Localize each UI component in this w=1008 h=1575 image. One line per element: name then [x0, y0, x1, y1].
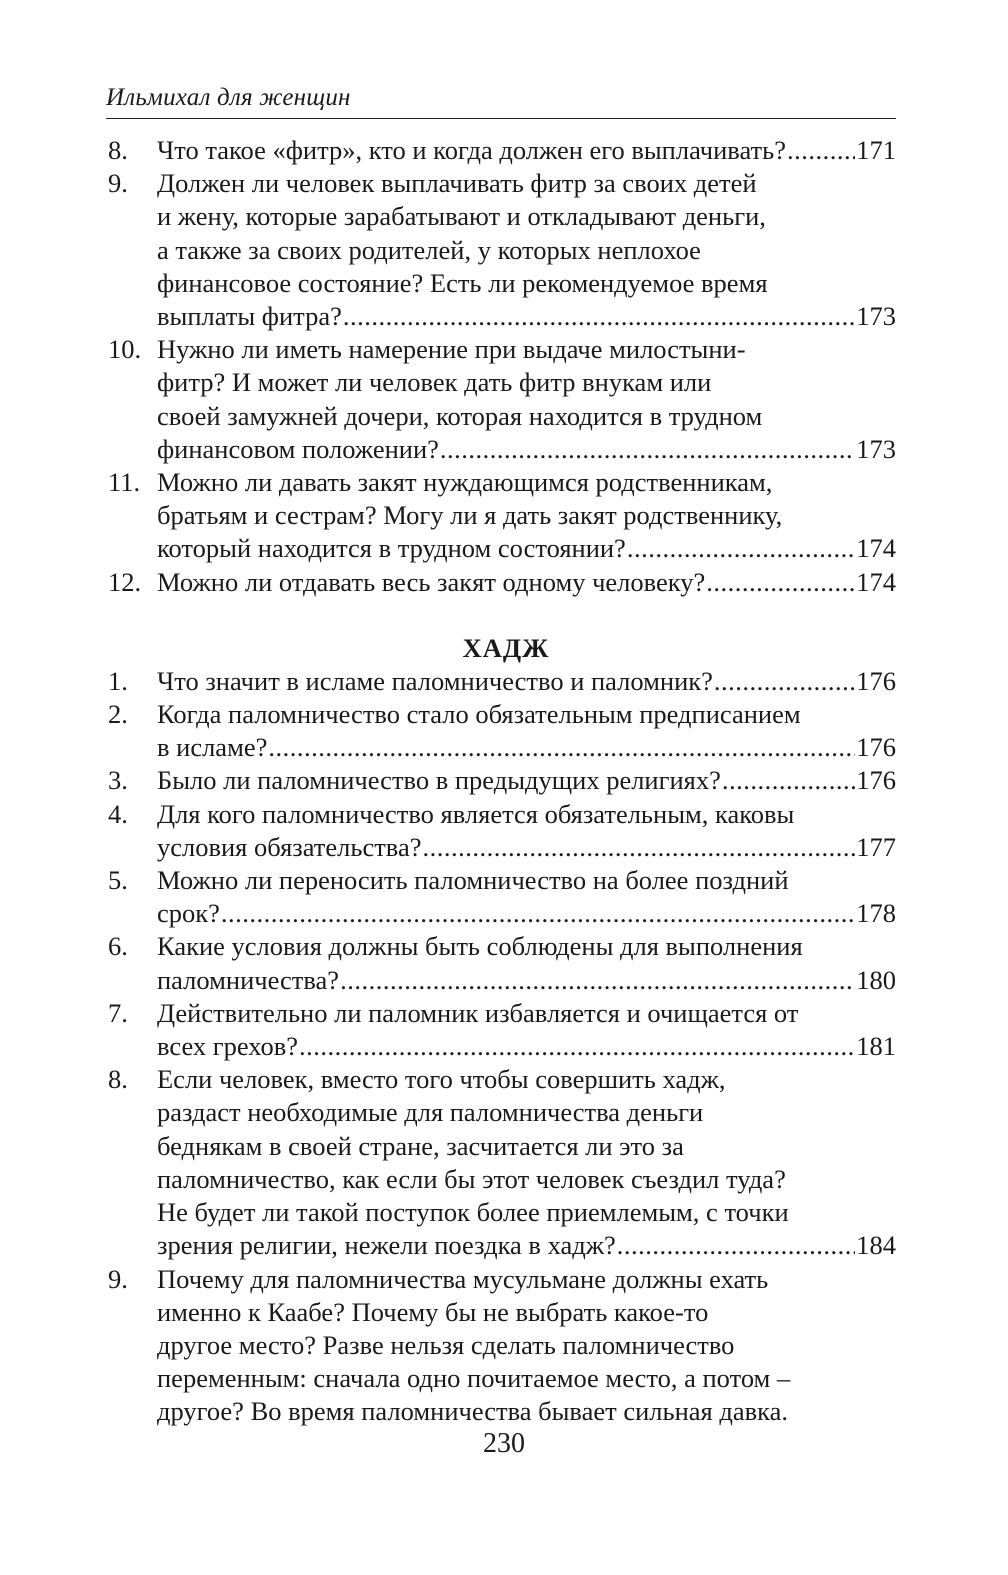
- toc-entry-number: 8.: [108, 135, 128, 165]
- toc-entry-last-line: [157, 134, 896, 167]
- toc-entry-page: 176: [856, 732, 896, 763]
- dot-leader: [627, 532, 855, 565]
- toc-entry-text: Для кого паломничество является обязательным, каковы: [157, 798, 795, 829]
- dot-leader: [440, 433, 855, 466]
- toc-entry-last-line: [157, 764, 896, 797]
- toc-entry-number: 8.: [108, 1064, 128, 1095]
- toc-entry-last-line: [157, 532, 896, 565]
- toc-entry-page: 177: [856, 831, 896, 862]
- dot-leader: [714, 665, 855, 698]
- toc-entry-text: финансовом положении?: [157, 433, 439, 464]
- toc-entry-text: срок?: [157, 898, 220, 929]
- toc-entry: [108, 698, 896, 764]
- toc-entry-text: братьям и сестрам? Могу ли я дать закят родственнику,: [157, 500, 783, 531]
- toc-entry-text: переменным: сначала одно почитаемое место, а потом –: [157, 1363, 791, 1394]
- toc-entry-text: который находится в трудном состоянии?: [157, 533, 626, 564]
- toc-entry-last-line: [157, 433, 896, 466]
- dot-leader: [268, 731, 855, 764]
- dot-leader: [299, 1030, 855, 1063]
- toc-entry-text: Какие условия должны быть соблюдены для выполнения: [157, 931, 803, 962]
- dot-leader: [221, 897, 855, 930]
- dot-leader: [340, 964, 855, 997]
- dot-leader: [787, 134, 855, 167]
- toc-entry-page: 174: [856, 566, 896, 597]
- toc-entry-number: 2.: [108, 699, 128, 730]
- toc-entry-text: паломничества?: [157, 964, 340, 995]
- toc-entry-text: другое место? Разве нельзя сделать паломничество: [157, 1329, 735, 1360]
- toc-entry-last-line: [157, 1030, 896, 1063]
- toc-entry-number: 11.: [108, 467, 141, 498]
- dot-leader: [706, 566, 855, 599]
- toc-entry-text: Что значит в исламе паломничество и паломник?: [157, 665, 713, 696]
- toc-entry-page: 180: [856, 964, 896, 995]
- toc-entry: [108, 665, 896, 698]
- toc-entry-text: паломничество, как если бы этот человек съездил туда?: [157, 1163, 786, 1194]
- toc-entry-text: Почему для паломничества мусульмане должны ехать: [157, 1263, 769, 1294]
- toc-entry: [108, 997, 896, 1063]
- toc-entry-text: другое? Во время паломничества бывает сильная давка.: [157, 1396, 788, 1427]
- toc-entry-text: Когда паломничество стало обязательным предписанием: [157, 699, 801, 730]
- toc-entry-text: фитр? И может ли человек дать фитр внукам или: [157, 367, 712, 398]
- toc-entry: [108, 1263, 896, 1429]
- toc-entry-number: 12.: [108, 566, 142, 597]
- toc-entry-page: 184: [856, 1230, 896, 1261]
- toc-entry-last-line: [157, 831, 896, 864]
- toc-entry-text: финансовое состояние? Есть ли рекомендуемое время: [157, 267, 768, 298]
- toc-entry: [108, 167, 896, 333]
- running-header: [106, 78, 896, 119]
- toc-entry: [108, 864, 896, 930]
- toc-entry-last-line: [157, 300, 896, 333]
- section-title: ХАДЖ: [462, 632, 550, 663]
- toc-entry: [108, 566, 896, 599]
- toc-entry-last-line: [157, 897, 896, 930]
- toc-entry-number: 1.: [108, 665, 128, 696]
- toc-entry-text: своей замужней дочери, которая находится в трудном: [157, 400, 763, 431]
- toc-list-zakat: [108, 134, 896, 599]
- toc-entry-text: а также за своих родителей, у которых неплохое: [157, 234, 701, 265]
- toc-entry-text: беднякам в своей стране, засчитается ли это за: [157, 1130, 684, 1161]
- toc-entry: [108, 333, 896, 466]
- toc-entry-page: 178: [856, 898, 896, 929]
- toc-entry-number: 7.: [108, 997, 128, 1028]
- toc-entry-text: выплаты фитра?: [157, 301, 342, 332]
- dot-leader: [343, 300, 855, 333]
- toc-content: [108, 134, 896, 1429]
- toc-entry: [108, 1063, 896, 1262]
- toc-entry-text: именно к Каабе? Почему бы не выбрать какое-то: [157, 1296, 709, 1327]
- toc-entry-page: 173: [856, 433, 896, 464]
- toc-entry-text: Должен ли человек выплачивать фитр за своих детей: [157, 168, 757, 199]
- toc-entry-last-line: [157, 964, 896, 997]
- toc-entry-page: 171: [856, 135, 896, 165]
- toc-entry-page: 176: [856, 665, 896, 696]
- toc-entry: [108, 466, 896, 566]
- toc-entry-text: Можно ли переносить паломничество на более поздний: [157, 865, 789, 896]
- toc-entry-last-line: [157, 566, 896, 599]
- toc-entry: [108, 134, 896, 167]
- toc-entry-last-line: [157, 731, 896, 764]
- toc-entry-number: 6.: [108, 931, 128, 962]
- toc-entry-page: 181: [856, 1031, 896, 1062]
- toc-entry-page: 173: [856, 301, 896, 332]
- toc-entry-number: 10.: [108, 334, 142, 365]
- dot-leader: [422, 831, 855, 864]
- toc-entry-text: Можно ли давать закят нуждающимся родственникам,: [157, 467, 773, 498]
- toc-entry-last-line: [157, 665, 896, 698]
- toc-entry-text: Не будет ли такой поступок более приемлемым, с точки: [157, 1197, 789, 1228]
- toc-entry-text: Было ли паломничество в предыдущих религиях?: [157, 765, 721, 796]
- toc-entry-text: зрения религии, нежели поездка в хадж?: [157, 1230, 616, 1261]
- dot-leader: [617, 1229, 855, 1262]
- toc-entry-page: 174: [856, 533, 896, 564]
- toc-entry-page: 176: [856, 765, 896, 796]
- toc-entry-text: Если человек, вместо того чтобы совершить хадж,: [157, 1064, 726, 1095]
- toc-list-hajj: [108, 665, 896, 1429]
- toc-entry-text: Нужно ли иметь намерение при выдаче милостыни-: [157, 334, 746, 365]
- toc-entry: [108, 930, 896, 996]
- toc-entry-text: в исламе?: [157, 732, 268, 763]
- toc-entry-text: Можно ли отдавать весь закят одному человеку?: [157, 566, 706, 597]
- running-header-title: Ильмихал для женщин: [106, 84, 351, 111]
- toc-entry-text: Что такое «фитр», кто и когда должен его выплачивать?: [157, 135, 786, 165]
- page-number: 230: [483, 1428, 525, 1459]
- toc-entry: [108, 764, 896, 797]
- toc-entry-text: Действительно ли паломник избавляется и очищается от: [157, 997, 799, 1028]
- toc-entry-text: всех грехов?: [157, 1031, 299, 1062]
- toc-entry-number: 3.: [108, 765, 128, 796]
- toc-entry-last-line: [157, 1229, 896, 1262]
- toc-entry-text: раздаст необходимые для паломничества деньги: [157, 1097, 704, 1128]
- toc-entry-number: 9.: [108, 168, 128, 199]
- toc-entry-number: 5.: [108, 865, 128, 896]
- toc-entry-text: условия обязательства?: [157, 831, 422, 862]
- dot-leader: [722, 764, 855, 797]
- toc-entry-text: и жену, которые зарабатывают и откладывают деньги,: [157, 201, 766, 232]
- toc-entry-number: 4.: [108, 798, 128, 829]
- toc-entry: [108, 798, 896, 864]
- toc-entry-number: 9.: [108, 1263, 128, 1294]
